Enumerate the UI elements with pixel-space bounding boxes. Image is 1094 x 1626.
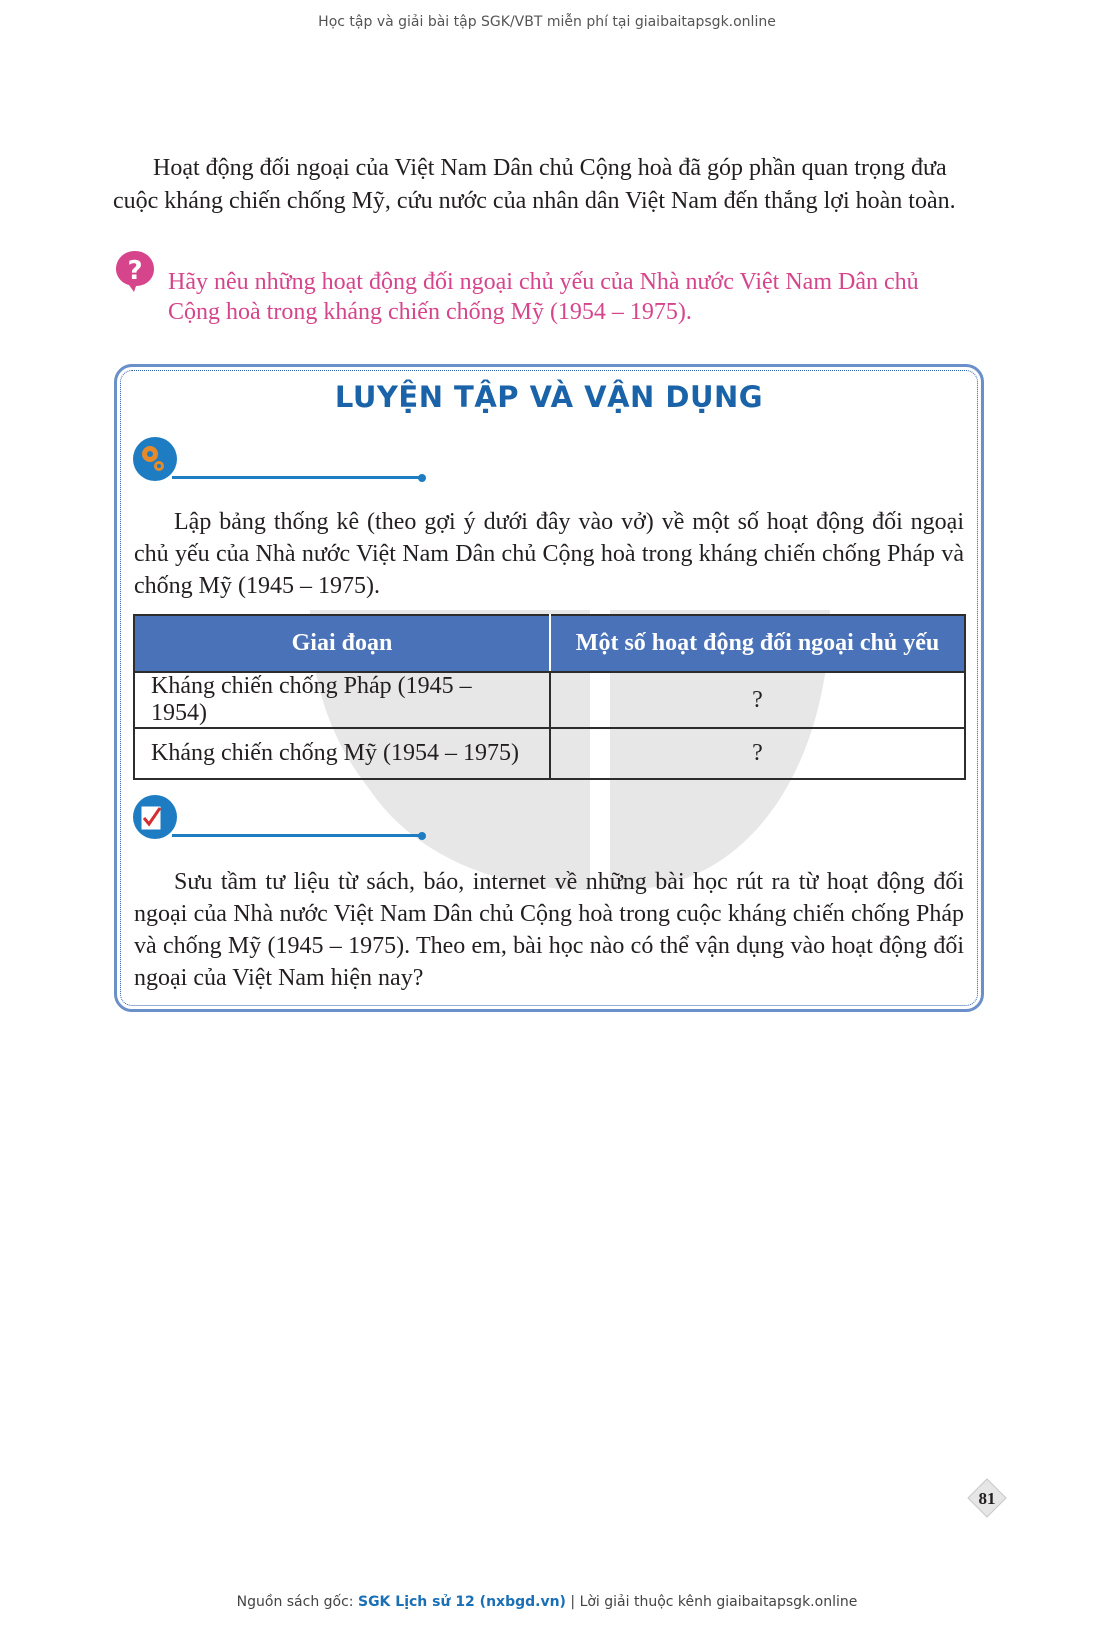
row-1-activities: ? <box>550 672 965 728</box>
table-row <box>134 728 965 779</box>
table-header-row <box>134 615 965 672</box>
apply-divider <box>172 834 422 837</box>
question-icon <box>112 248 158 294</box>
header-activities: Một số hoạt động đối ngoại chủ yếu <box>550 615 965 672</box>
header-period: Giai đoạn <box>134 615 550 672</box>
apply-divider-dot <box>418 832 426 840</box>
footer-prefix: Nguồn sách gốc: <box>236 1594 358 1610</box>
intro-line-1: Hoạt động đối ngoại của Việt Nam Dân chủ Cộng hoà đã góp phần quan trọng đưa <box>153 155 947 181</box>
row-2-period: Kháng chiến chống Mỹ (1954 – 1975) <box>134 728 550 779</box>
site-banner: Học tập và giải bài tập SGK/VBT miễn phí tại giaibaitapsgk.online <box>318 14 776 30</box>
page-number-badge <box>966 1477 1008 1519</box>
stats-table <box>133 614 966 780</box>
svg-text:?: ? <box>127 256 143 286</box>
question-text: Hãy nêu những hoạt động đối ngoại chủ yếu của Nhà nước Việt Nam Dân chủ Cộng hoà trong kháng chiến chống Mỹ (1954 – 1975). <box>168 269 919 325</box>
exercise-text <box>134 506 964 602</box>
footer-source-link[interactable]: SGK Lịch sử 12 (nxbgd.vn) <box>357 1594 566 1610</box>
practice-title: LUYỆN TẬP VÀ VẬN DỤNG <box>334 380 764 414</box>
intro-paragraph <box>113 152 985 218</box>
table-row <box>134 672 965 728</box>
row-1-period: Kháng chiến chống Pháp (1945 – 1954) <box>134 672 550 728</box>
exercise-divider <box>172 476 422 479</box>
exercise-text-content: Lập bảng thống kê (theo gợi ý dưới đây vào vở) về một số hoạt động đối ngoại chủ yếu của Nhà nước Việt Nam Dân chủ Cộng hoà trong kháng chiến chống Pháp và chống Mỹ (1945 – 1975). <box>134 509 964 599</box>
intro-line-2: cuộc kháng chiến chống Mỹ, cứu nước của nhân dân Việt Nam đến thắng lợi hoàn toàn. <box>113 188 956 214</box>
row-2-activities: ? <box>550 728 965 779</box>
apply-text <box>134 866 964 994</box>
footer-suffix: | Lời giải thuộc kênh giaibaitapsgk.online <box>565 1594 858 1610</box>
footer <box>0 1594 1094 1610</box>
apply-text-content: Sưu tầm tư liệu từ sách, báo, internet về những bài học rút ra từ hoạt động đối ngoại của Nhà nước Việt Nam Dân chủ Cộng hoà trong cuộc kháng chiến chống Pháp và chống Mỹ (1945 – 1975). Theo em, bài học nào có thể vận dụng vào hoạt động đối ngoại của Việt Nam hiện nay? <box>134 869 964 991</box>
page-number: 81 <box>978 1489 996 1508</box>
exercise-divider-dot <box>418 474 426 482</box>
